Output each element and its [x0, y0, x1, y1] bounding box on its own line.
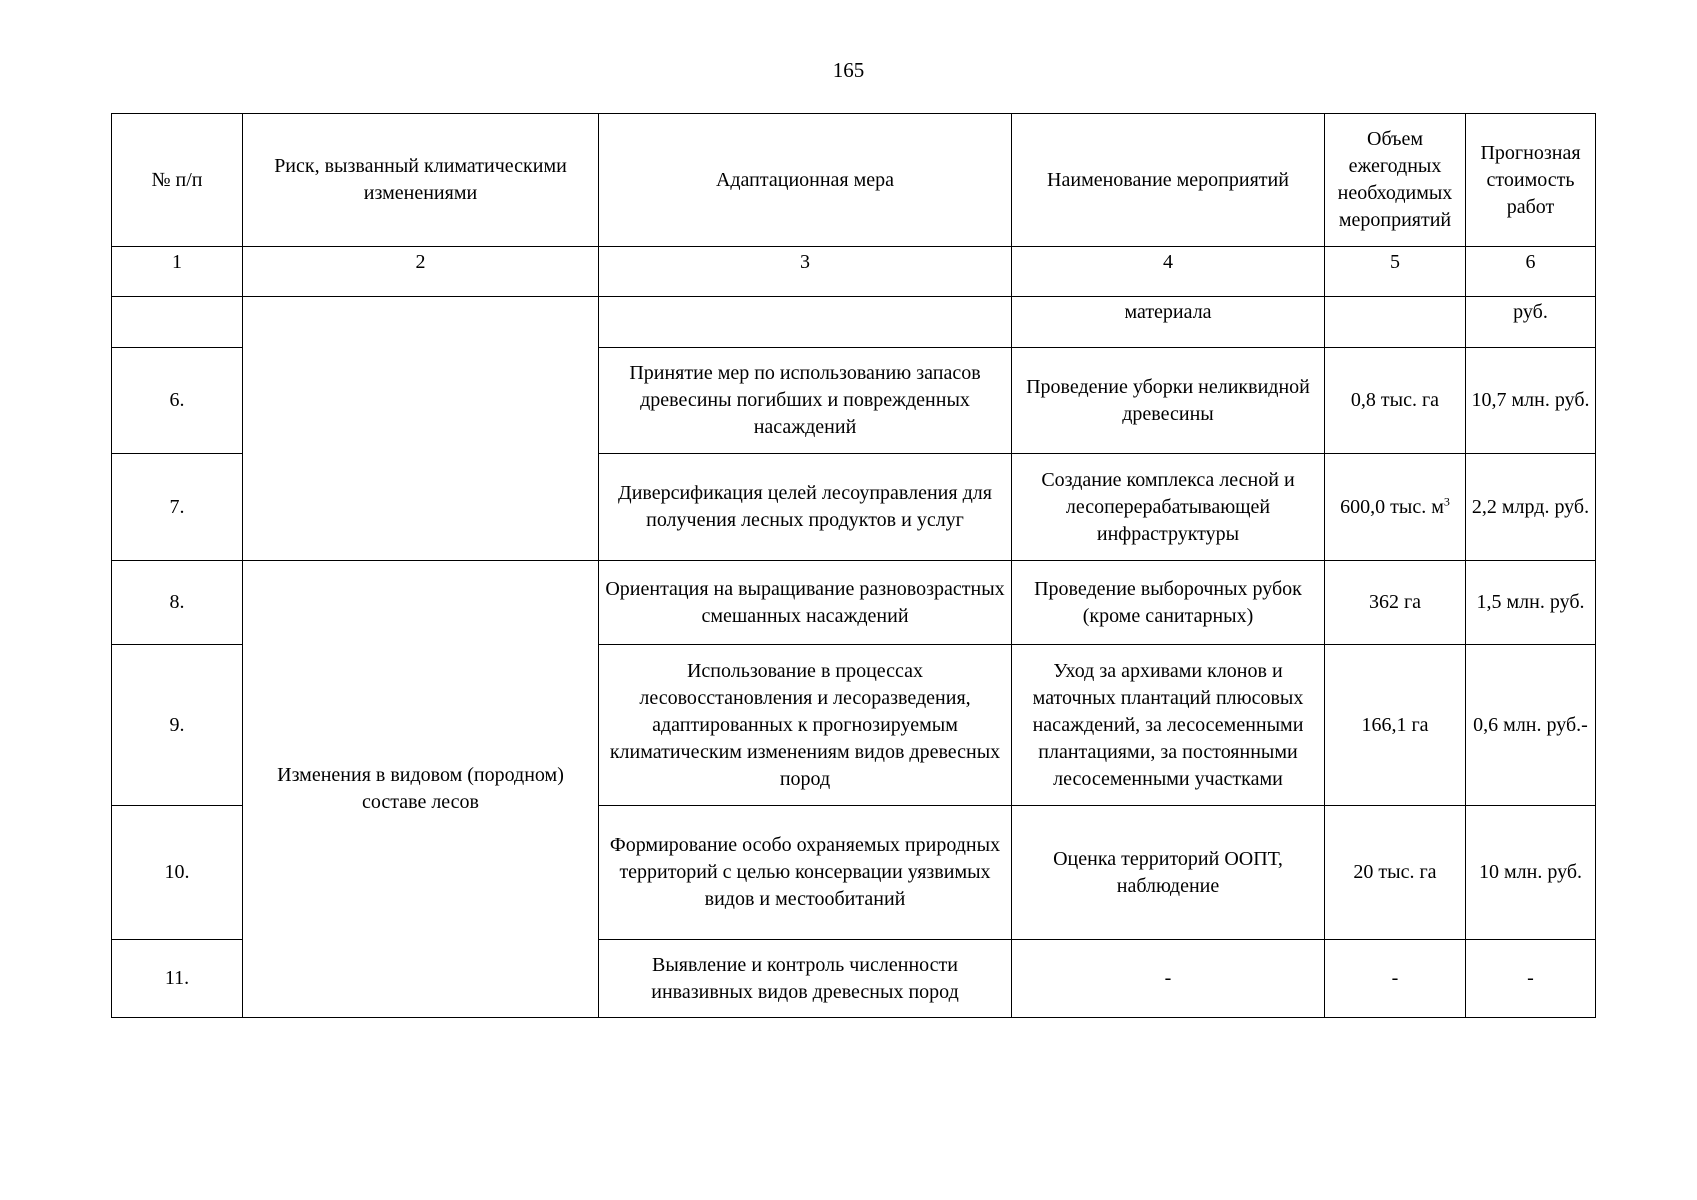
table-row: [112, 561, 1596, 645]
header-measure: Адаптационная мера: [599, 114, 1012, 247]
header-row: [112, 114, 1596, 247]
volume-cell: [1325, 297, 1466, 348]
num-cell: 11.: [112, 940, 243, 1018]
cost-cell: 2,2 млрд. руб.: [1466, 454, 1596, 561]
num-cell: 7.: [112, 454, 243, 561]
header-volume: Объем ежегодных необходимых мероприятий: [1325, 114, 1466, 247]
cost-cell: 1,5 млн. руб.: [1466, 561, 1596, 645]
event-cell: Проведение уборки неликвидной древесины: [1012, 348, 1325, 454]
cost-cell: руб.: [1466, 297, 1596, 348]
continuation-row: [112, 297, 1596, 348]
event-cell: Проведение выборочных рубок (кроме санитарных): [1012, 561, 1325, 645]
measure-cell: Диверсификация целей лесоуправления для получения лесных продуктов и услуг: [599, 454, 1012, 561]
event-cell: Создание комплекса лесной и лесоперерабатывающей инфраструктуры: [1012, 454, 1325, 561]
num-cell: 8.: [112, 561, 243, 645]
measure-cell: Принятие мер по использованию запасов древесины погибших и поврежденных насаждений: [599, 348, 1012, 454]
header-event: Наименование мероприятий: [1012, 114, 1325, 247]
event-cell: материала: [1012, 297, 1325, 348]
adaptation-measures-table: [111, 113, 1596, 1018]
cost-cell: 10 млн. руб.: [1466, 806, 1596, 940]
column-number: 3: [599, 247, 1012, 297]
volume-cell: 362 га: [1325, 561, 1466, 645]
volume-cell: 20 тыс. га: [1325, 806, 1466, 940]
column-number: 2: [243, 247, 599, 297]
column-number: 6: [1466, 247, 1596, 297]
volume-cell: -: [1325, 940, 1466, 1018]
column-number-row: [112, 247, 1596, 297]
volume-value: 600,0 тыс. м: [1340, 495, 1444, 518]
volume-cell: 0,8 тыс. га: [1325, 348, 1466, 454]
volume-cell: [1325, 454, 1466, 561]
risk-cell: Изменения в видовом (породном) составе лесов: [243, 561, 599, 1018]
header-num: № п/п: [112, 114, 243, 247]
num-cell: 9.: [112, 645, 243, 806]
num-cell: [112, 297, 243, 348]
measure-cell: Формирование особо охраняемых природных территорий с целью консервации уязвимых видов и местообитаний: [599, 806, 1012, 940]
event-cell: Уход за архивами клонов и маточных плантаций плюсовых насаждений, за лесосеменными плантациями, за постоянными лесосеменными участками: [1012, 645, 1325, 806]
cost-cell: 0,6 млн. руб.-: [1466, 645, 1596, 806]
column-number: 1: [112, 247, 243, 297]
header-risk: Риск, вызванный климатическими изменениями: [243, 114, 599, 247]
unit-superscript: 3: [1443, 493, 1450, 508]
num-cell: 6.: [112, 348, 243, 454]
cost-cell: 10,7 млн. руб.: [1466, 348, 1596, 454]
page-number: 165: [832, 58, 865, 82]
header-cost: Прогнозная стоимость работ: [1466, 114, 1596, 247]
event-cell: Оценка территорий ООПТ, наблюдение: [1012, 806, 1325, 940]
measure-cell: Ориентация на выращивание разновозрастных смешанных насаждений: [599, 561, 1012, 645]
measure-cell: [599, 297, 1012, 348]
event-cell: -: [1012, 940, 1325, 1018]
volume-cell: 166,1 га: [1325, 645, 1466, 806]
measure-cell: Использование в процессах лесовосстановления и лесоразведения, адаптированных к прогнозируемым климатическим изменениям видов древесных пород: [599, 645, 1012, 806]
cost-cell: -: [1466, 940, 1596, 1018]
column-number: 5: [1325, 247, 1466, 297]
risk-cell-continued: [243, 297, 599, 561]
measure-cell: Выявление и контроль численности инвазивных видов древесных пород: [599, 940, 1012, 1018]
column-number: 4: [1012, 247, 1325, 297]
num-cell: 10.: [112, 806, 243, 940]
